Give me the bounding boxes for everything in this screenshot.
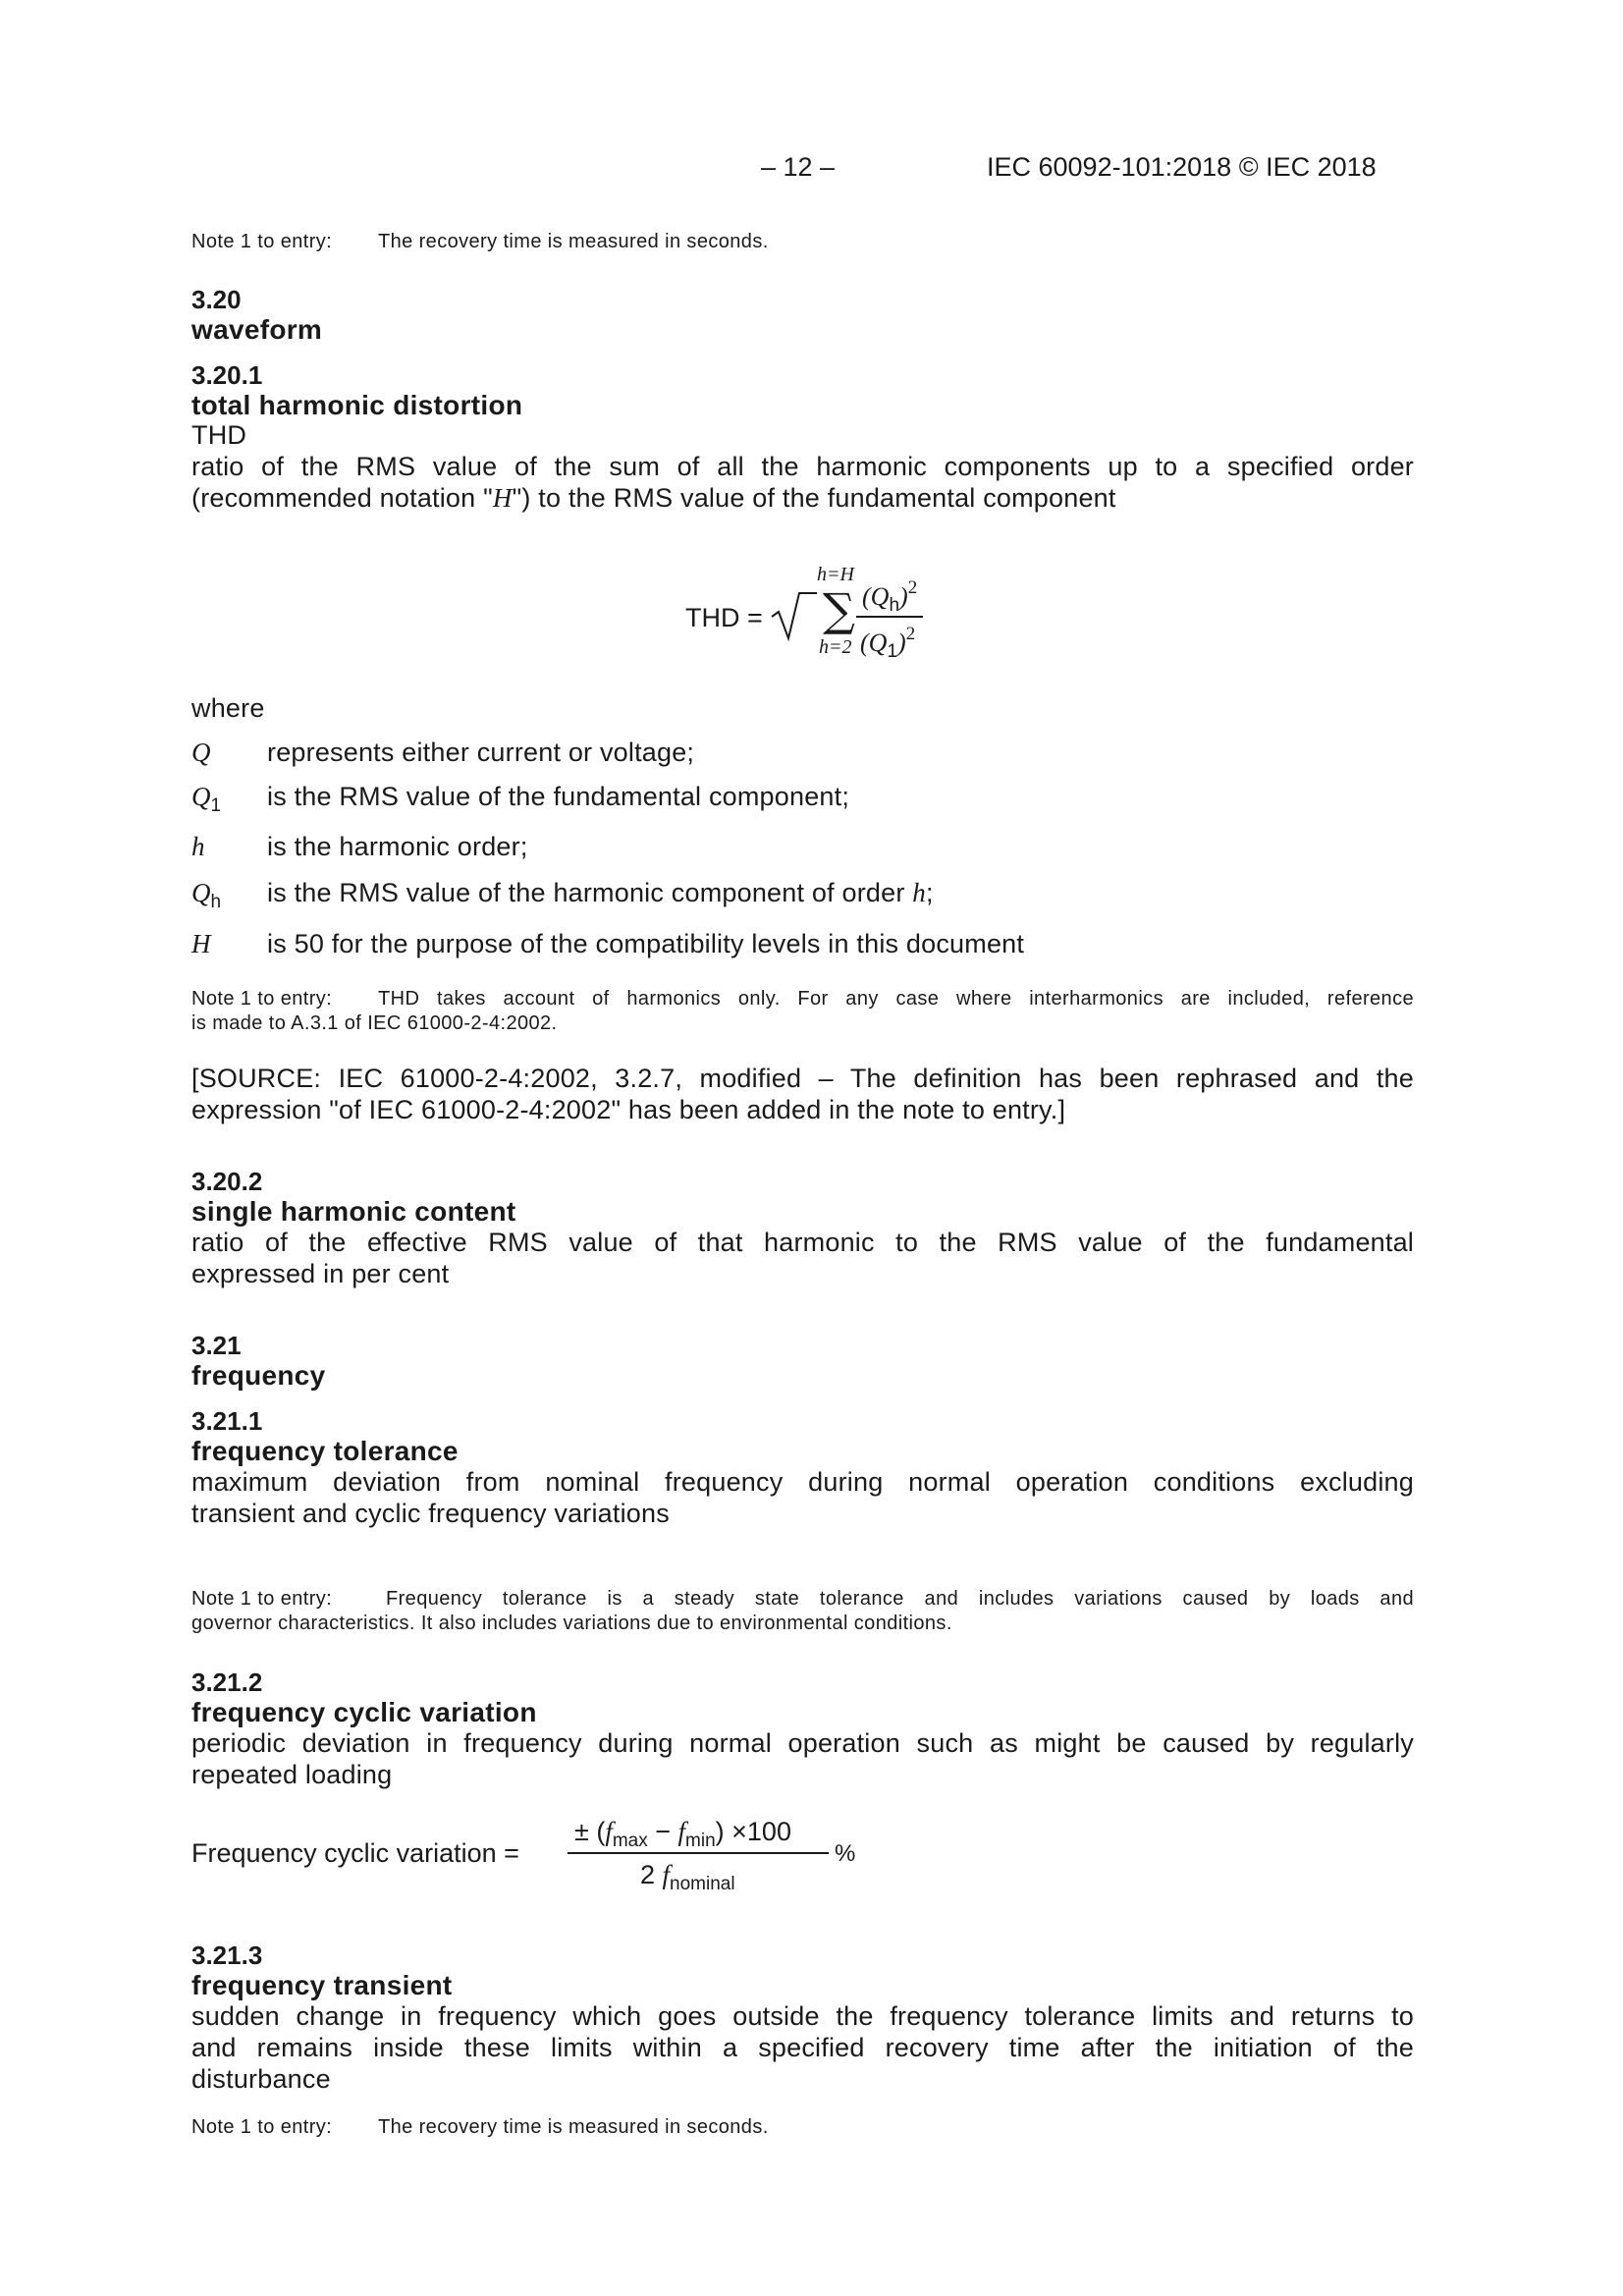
variable-symbol: $Q_1$ (191, 782, 222, 816)
clause-3-20-number: 3.20 (191, 285, 242, 314)
frequency-transient-definition-line-3: disturbance (191, 2064, 331, 2094)
top-note-text: The recovery time is measured in seconds. (378, 231, 769, 252)
clause-3-20-1-number: 3.20.1 (191, 360, 263, 390)
thd-note-line-1: THD takes account of harmonics only. For any case where interharmonics are included, reference (378, 988, 1414, 1010)
where-label: where (191, 693, 265, 723)
source-line-2: expression "of IEC 61000-2-4:2002" has been added in the note to entry.] (191, 1095, 1066, 1124)
square-root-icon (770, 587, 819, 642)
frequency-tolerance-definition-line-1: maximum deviation from nominal frequency during normal operation conditions excluding (191, 1467, 1414, 1497)
thd-lower-limit: h=2 (819, 636, 852, 658)
frequency-transient-note-text: The recovery time is measured in seconds. (378, 2116, 769, 2138)
variable-symbol: h (191, 832, 205, 861)
clause-3-20-2-number: 3.20.2 (191, 1167, 263, 1196)
single-harmonic-definition-line-1: ratio of the effective RMS value of that harmonic to the RMS value of the fundamental (191, 1228, 1414, 1257)
cyclic-formula-denominator: 2 $f_{nominal}$ (640, 1860, 735, 1894)
document-reference: IEC 60092-101:2018 © IEC 2018 (987, 152, 1377, 182)
clause-3-20-term: waveform (191, 314, 323, 345)
frequency-tolerance-definition-line-2: transient and cyclic frequency variations (191, 1499, 670, 1528)
thd-fraction-bar (856, 616, 923, 618)
clause-3-20-1-term: total harmonic distortion (191, 390, 523, 420)
variable-description: is the RMS value of the fundamental component; (267, 782, 850, 811)
thd-note-line-2: is made to A.3.1 of IEC 61000-2-4:2002. (191, 1012, 558, 1034)
variable-description: is the harmonic order; (267, 832, 528, 861)
variable-symbol: Q (191, 738, 211, 767)
cyclic-formula-lhs: Frequency cyclic variation = (191, 1838, 519, 1868)
thd-definition-line-1: ratio of the RMS value of the sum of all the harmonic components up to a specified order (191, 452, 1414, 481)
clause-3-21-1-term: frequency tolerance (191, 1436, 459, 1466)
cyclic-formula-numerator: ± $(f_{max} - f_{min}) \times 100$ (574, 1817, 791, 1851)
variable-symbol: H (191, 929, 211, 958)
thd-numerator: $(Q_h)^2$ (862, 577, 918, 616)
thd-upper-limit: h=H (817, 564, 854, 585)
thd-denominator: $(Q_1)^2$ (860, 624, 916, 662)
clause-3-20-1-abbreviation: THD (191, 420, 247, 450)
clause-3-21-1-number: 3.21.1 (191, 1406, 263, 1436)
clause-3-21-3-term: frequency transient (191, 1970, 453, 2000)
frequency-tolerance-note-line-1: Frequency tolerance is a steady state tolerance and includes variations caused by loads and (386, 1588, 1414, 1610)
frequency-transient-definition-line-1: sudden change in frequency which goes outside the frequency tolerance limits and returns to (191, 2001, 1414, 2031)
frequency-tolerance-note-label: Note 1 to entry: (191, 1588, 333, 1610)
summation-icon: ∑ (823, 583, 855, 636)
clause-3-21-2-number: 3.21.2 (191, 1667, 263, 1697)
clause-3-21-term: frequency (191, 1360, 326, 1391)
cyclic-fraction-bar (568, 1852, 829, 1854)
clause-3-20-2-term: single harmonic content (191, 1196, 516, 1227)
clause-3-21-2-term: frequency cyclic variation (191, 1697, 537, 1727)
variable-description: represents either current or voltage; (267, 738, 695, 767)
page-number: – 12 – (761, 152, 836, 182)
single-harmonic-definition-line-2: expressed in per cent (191, 1259, 450, 1288)
clause-3-21-number: 3.21 (191, 1331, 242, 1360)
frequency-tolerance-note-line-2: governor characteristics. It also includes variations due to environmental conditions. (191, 1613, 952, 1634)
top-note-label: Note 1 to entry: (191, 231, 333, 252)
variable-description: is the RMS value of the harmonic component of order h; (267, 878, 934, 907)
variable-description: is 50 for the purpose of the compatibility levels in this document (267, 929, 1025, 958)
thd-note-label: Note 1 to entry: (191, 988, 333, 1010)
source-line-1: [SOURCE: IEC 61000-2-4:2002, 3.2.7, modified – The definition has been rephrased and the (191, 1064, 1414, 1093)
frequency-transient-definition-line-2: and remains inside these limits within a specified recovery time after the initiation of the (191, 2033, 1414, 2062)
cyclic-variation-definition-line-2: repeated loading (191, 1760, 393, 1789)
thd-definition-line-2: (recommended notation "H") to the RMS value of the fundamental component (191, 483, 1116, 513)
cyclic-variation-definition-line-1: periodic deviation in frequency during normal operation such as might be caused by regularly (191, 1728, 1414, 1758)
thd-formula-lhs: THD = (685, 603, 763, 632)
cyclic-formula-unit: % (835, 1840, 856, 1867)
variable-symbol: $Q_h$ (191, 878, 222, 912)
clause-3-21-3-number: 3.21.3 (191, 1941, 263, 1970)
frequency-transient-note-label: Note 1 to entry: (191, 2116, 333, 2138)
